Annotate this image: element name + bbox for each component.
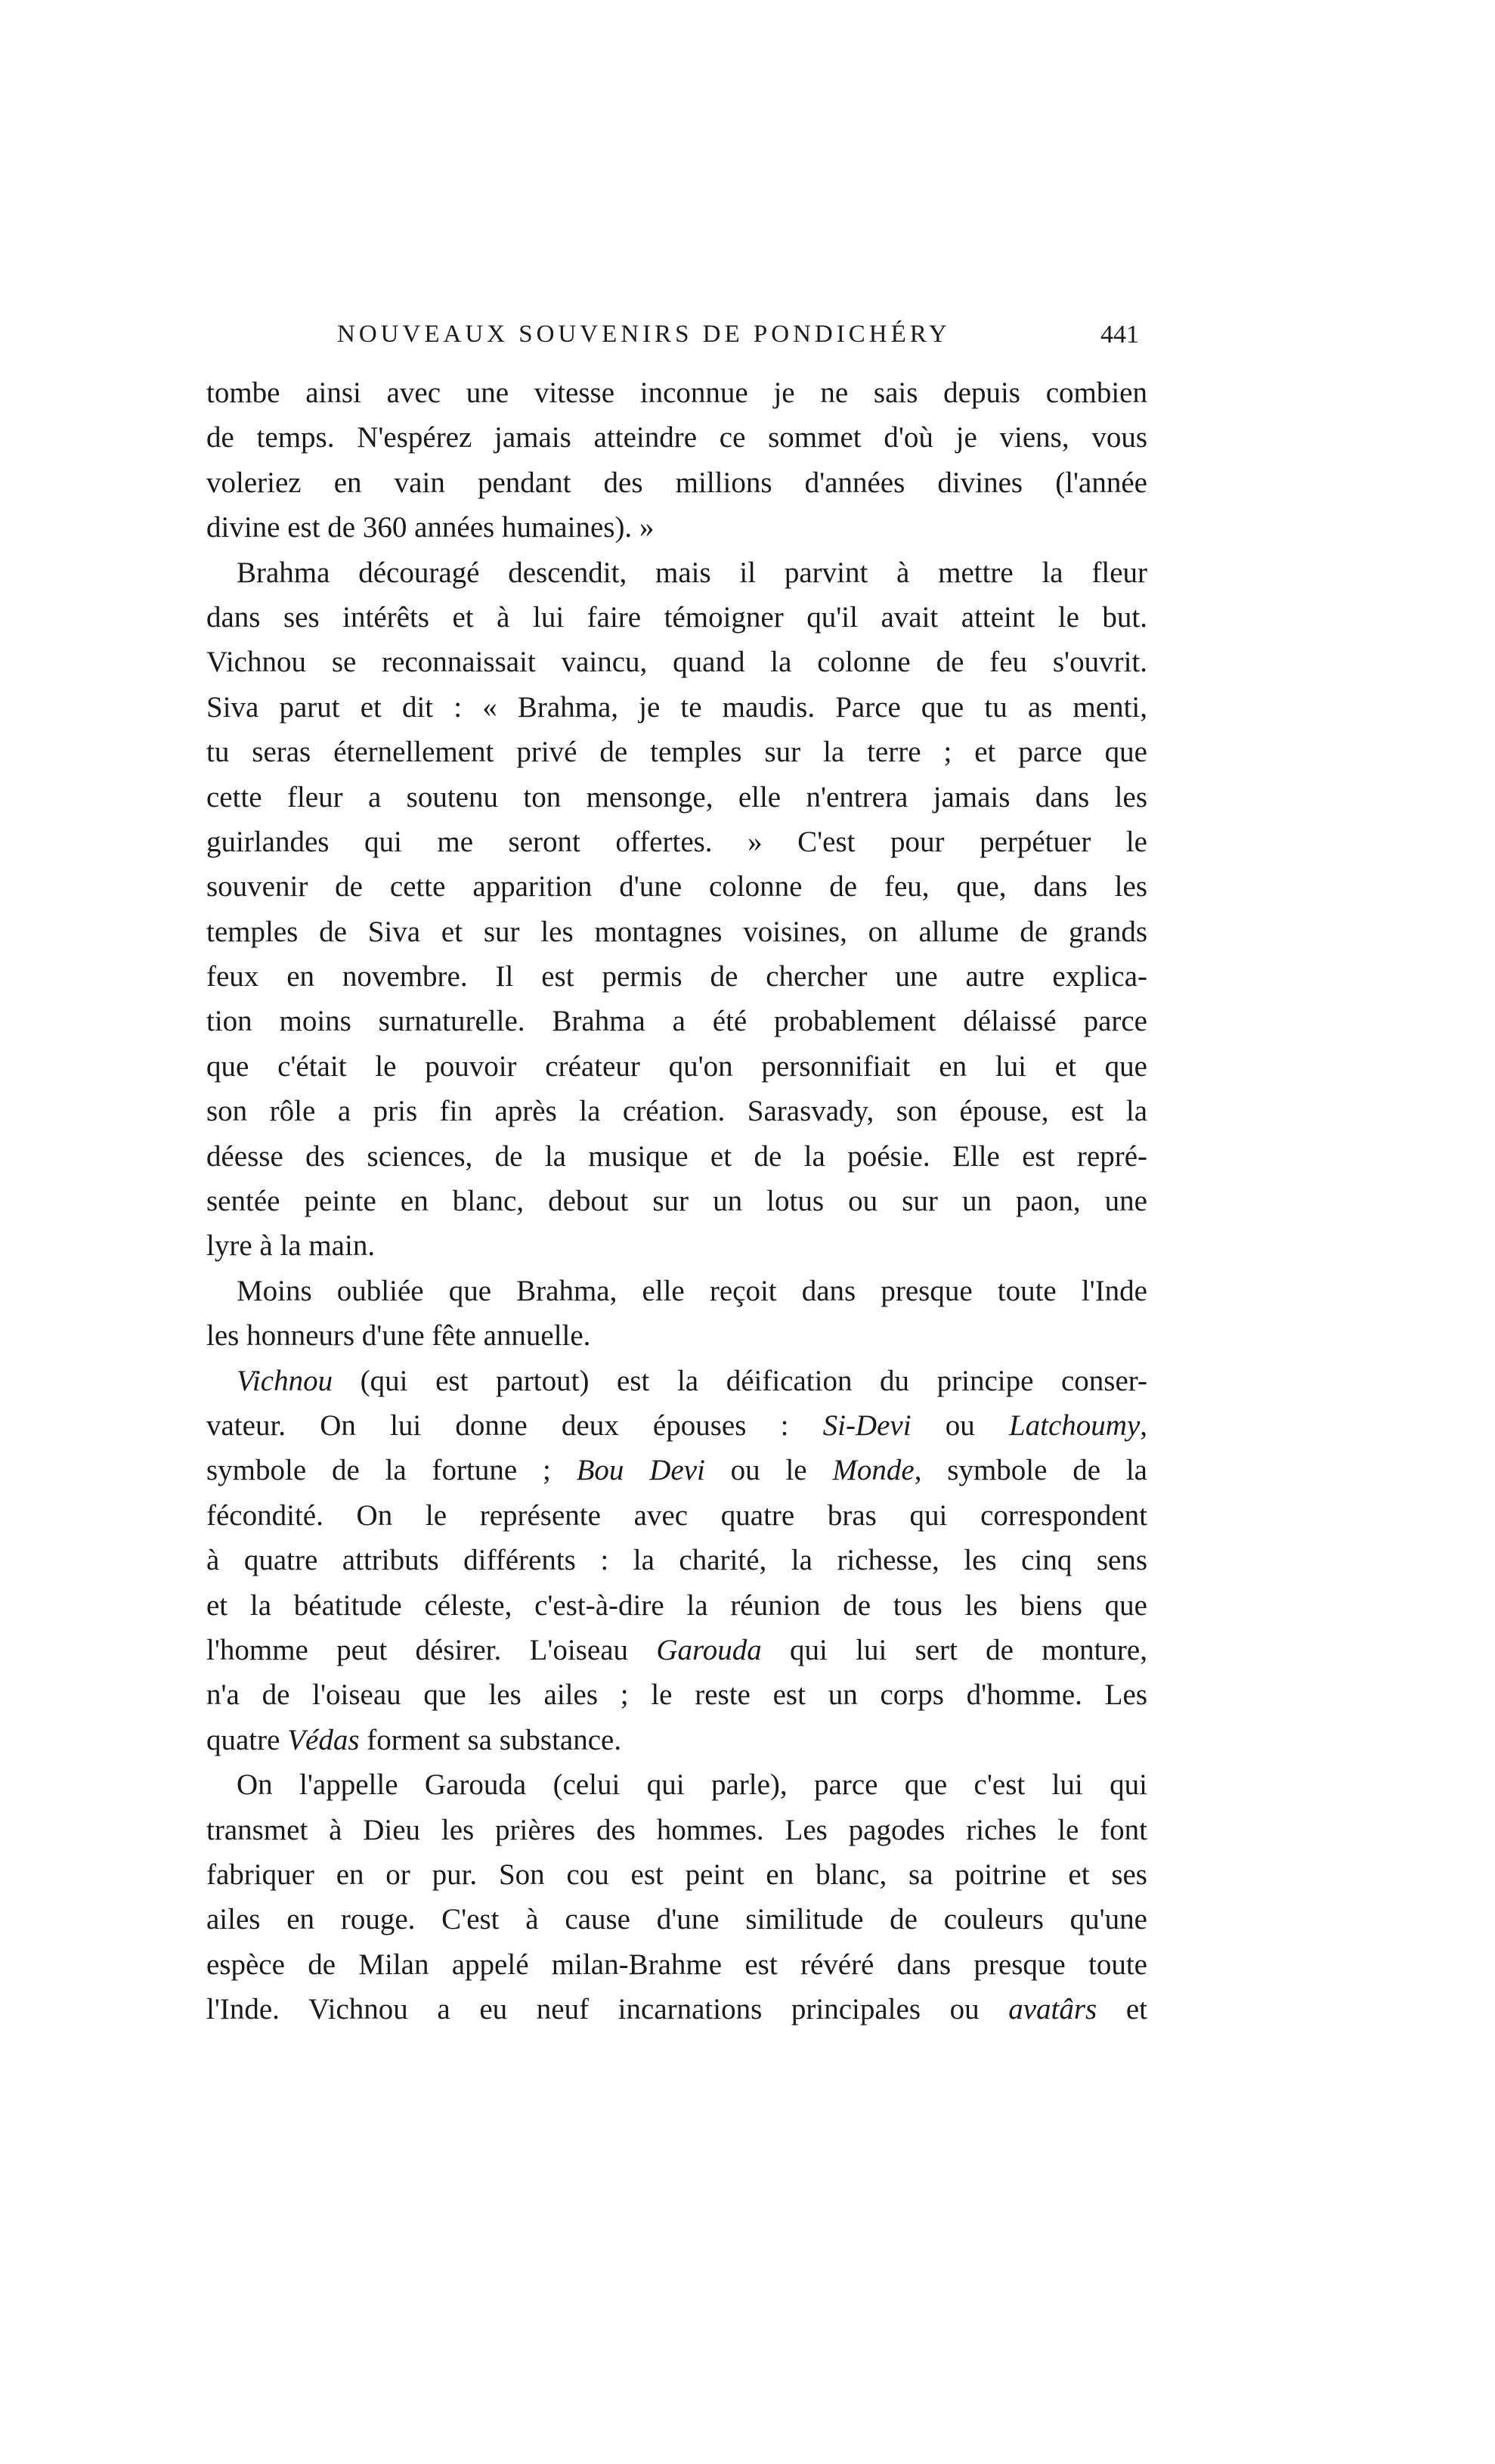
text-segment: Brahma découragé descendit, mais il parvint à mettre la fleur xyxy=(237,556,1147,589)
text-line xyxy=(206,505,1147,550)
text-line xyxy=(206,1134,1147,1179)
text-segment: divine est de 360 années humaines). » xyxy=(206,511,655,544)
text-segment: ou le xyxy=(704,1454,833,1487)
text-segment: On l'appelle Garouda (celui qui parle), parce que c'est lui qui xyxy=(237,1768,1147,1802)
text-line xyxy=(206,954,1147,999)
text-segment: , symbole de la xyxy=(914,1454,1147,1487)
italic-text: Si-Devi xyxy=(822,1409,912,1442)
text-line xyxy=(206,1762,1147,1807)
text-line xyxy=(206,1852,1147,1897)
text-line xyxy=(206,1987,1147,2032)
text-line xyxy=(206,1672,1147,1717)
text-line xyxy=(206,1269,1147,1313)
italic-text: Bou Devi xyxy=(576,1454,705,1487)
text-segment: les honneurs d'une fête annuelle. xyxy=(206,1319,591,1353)
text-segment: lyre à la main. xyxy=(206,1229,376,1263)
text-line xyxy=(206,1448,1147,1492)
text-line xyxy=(206,1897,1147,1942)
text-line xyxy=(206,1179,1147,1223)
text-segment: vateur. On lui donne deux épouses : xyxy=(206,1409,823,1442)
text-segment: dans ses intérêts et à lui faire témoigner qu'il avait atteint le but. xyxy=(206,600,1147,634)
text-segment: à quatre attributs différents : la charité, la richesse, les cinq sens xyxy=(206,1544,1147,1577)
text-segment: tion moins surnaturelle. Brahma a été probablement délaissé parce xyxy=(206,1005,1147,1038)
text-line xyxy=(206,775,1147,820)
text-line xyxy=(206,640,1147,684)
text-line xyxy=(206,595,1147,640)
text-segment: symbole de la fortune ; xyxy=(206,1454,577,1487)
text-segment: voleriez en vain pendant des millions d'années divines (l'année xyxy=(206,466,1147,499)
text-segment: de temps. N'espérez jamais atteindre ce sommet d'où je viens, vous xyxy=(206,421,1147,454)
text-line xyxy=(206,460,1147,505)
text-line xyxy=(206,999,1147,1043)
italic-text: Monde xyxy=(832,1454,915,1487)
text-segment: guirlandes qui me seront offertes. » C'est pour perpétuer le xyxy=(206,825,1147,858)
text-line xyxy=(206,864,1147,909)
text-line xyxy=(206,1313,1147,1358)
text-segment: souvenir de cette apparition d'une colonne de feu, que, dans les xyxy=(206,870,1147,903)
text-segment: , xyxy=(1140,1409,1147,1442)
text-line xyxy=(206,1808,1147,1852)
text-segment: temples de Siva et sur les montagnes voisines, on allume de grands xyxy=(206,915,1147,948)
italic-text: Védas xyxy=(287,1723,360,1756)
text-line xyxy=(206,1538,1147,1582)
text-segment: n'a de l'oiseau que les ailes ; le reste est un corps d'homme. Les xyxy=(206,1678,1147,1712)
text-segment: Siva parut et dit : « Brahma, je te maudis. Parce que tu as menti, xyxy=(206,690,1147,724)
running-title: NOUVEAUX SOUVENIRS DE PONDICHÉRY xyxy=(337,321,951,348)
text-line xyxy=(206,820,1147,864)
page-number: 441 xyxy=(1100,321,1139,349)
text-segment: forment sa substance. xyxy=(359,1723,622,1756)
text-segment: l'Inde. Vichnou a eu neuf incarnations principales ou xyxy=(206,1993,1009,2026)
text-segment: déesse des sciences, de la musique et de la poésie. Elle est repré- xyxy=(206,1139,1147,1173)
text-segment: cette fleur a soutenu ton mensonge, elle n'entrera jamais dans les xyxy=(206,780,1147,814)
text-segment: et xyxy=(1097,1993,1147,2026)
italic-text: Garouda xyxy=(656,1633,762,1666)
text-line xyxy=(206,1628,1147,1672)
text-line xyxy=(206,730,1147,774)
text-segment: qui lui sert de monture, xyxy=(761,1633,1147,1666)
text-segment: tombe ainsi avec une vitesse inconnue je ne sais depuis combien xyxy=(206,377,1147,409)
text-line xyxy=(206,1583,1147,1628)
text-segment: ailes en rouge. C'est à cause d'une similitude de couleurs qu'une xyxy=(206,1903,1147,1936)
italic-text: Vichnou xyxy=(237,1364,333,1397)
text-line xyxy=(206,1044,1147,1089)
text-segment: feux en novembre. Il est permis de chercher une autre explica- xyxy=(206,960,1147,993)
body-text xyxy=(206,370,1147,2032)
text-segment: Vichnou se reconnaissait vaincu, quand la colonne de feu s'ouvrit. xyxy=(206,646,1147,679)
text-line xyxy=(206,1089,1147,1133)
italic-text: avatârs xyxy=(1008,1993,1097,2026)
text-line xyxy=(206,415,1147,460)
text-line xyxy=(206,1223,1147,1268)
text-segment: quatre xyxy=(206,1723,288,1756)
text-segment: fabriquer en or pur. Son cou est peint en blanc, sa poitrine et ses xyxy=(206,1858,1147,1891)
text-line xyxy=(206,1942,1147,1987)
text-segment: transmet à Dieu les prières des hommes. Les pagodes riches le font xyxy=(206,1813,1147,1846)
text-line xyxy=(206,910,1147,954)
text-segment: sentée peinte en blanc, debout sur un lotus ou sur un paon, une xyxy=(206,1185,1147,1218)
text-line xyxy=(206,685,1147,730)
text-segment: ou xyxy=(911,1409,1009,1442)
text-line xyxy=(206,1718,1147,1762)
text-segment: Moins oubliée que Brahma, elle reçoit dans presque toute l'Inde xyxy=(237,1274,1147,1307)
text-line xyxy=(206,370,1147,415)
text-line xyxy=(206,550,1147,595)
text-segment: que c'était le pouvoir créateur qu'on personnifiait en lui et que xyxy=(206,1049,1147,1083)
text-segment: tu seras éternellement privé de temples sur la terre ; et parce que xyxy=(206,736,1147,769)
text-line xyxy=(206,1403,1147,1448)
text-segment: l'homme peut désirer. L'oiseau xyxy=(206,1633,657,1666)
italic-text: Latchoumy xyxy=(1008,1409,1141,1442)
text-segment: (qui est partout) est la déification du principe conser- xyxy=(333,1364,1147,1397)
text-segment: et la béatitude céleste, c'est-à-dire la réunion de tous les biens que xyxy=(206,1588,1147,1622)
text-segment: fécondité. On le représente avec quatre bras qui correspondent xyxy=(206,1499,1147,1532)
text-line xyxy=(206,1493,1147,1538)
text-segment: espèce de Milan appelé milan-Brahme est révéré dans presque toute xyxy=(206,1948,1147,1981)
text-segment: son rôle a pris fin après la création. Sarasvady, son épouse, est la xyxy=(206,1095,1147,1128)
text-line xyxy=(206,1359,1147,1403)
